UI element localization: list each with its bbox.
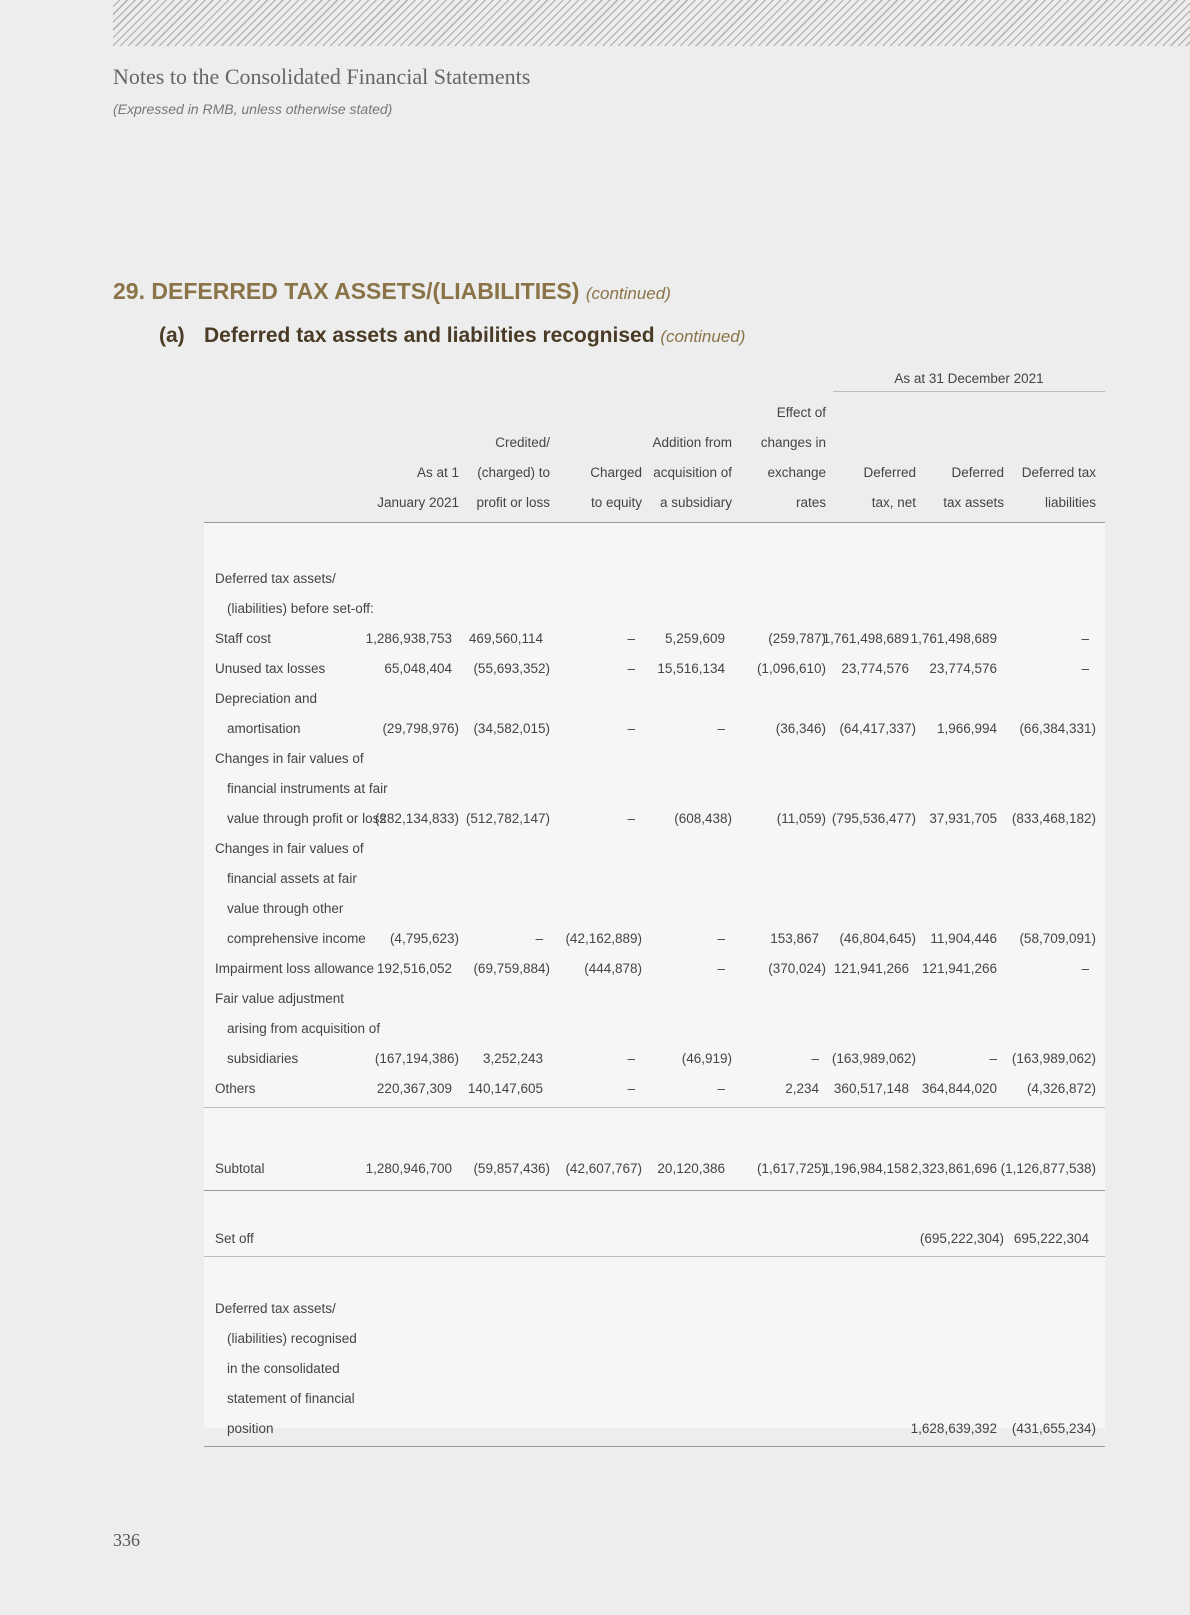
table-cell: (46,919) [681, 1051, 732, 1066]
table-cell: (1,617,725) [756, 1161, 826, 1176]
table-cell: (444,878) [584, 961, 642, 976]
table-cell: – [717, 1081, 725, 1096]
table-cell: 3,252,243 [482, 1051, 543, 1066]
table-cell: (34,582,015) [473, 721, 550, 736]
table-cell: 1,196,984,158 [822, 1161, 909, 1176]
table-cell: 153,867 [770, 931, 819, 946]
table-cell: – [811, 1051, 819, 1066]
table-cell: (608,438) [674, 811, 732, 826]
table-cell: – [627, 721, 635, 736]
table-cell: 23,774,576 [841, 661, 909, 676]
table-cell: (36,346) [775, 721, 826, 736]
table-cell: (55,693,352) [473, 661, 550, 676]
row-label: subsidiaries [227, 1051, 299, 1066]
column-header [359, 458, 459, 518]
column-header-line: Deferred [951, 465, 1004, 480]
table-cell: 11,904,446 [930, 931, 997, 946]
row-label: Deferred tax assets/ [215, 1301, 336, 1316]
table-cell: 220,367,309 [376, 1081, 452, 1096]
column-group-label: As at 31 December 2021 [833, 371, 1105, 392]
column-header-line: changes in [760, 435, 826, 450]
table-cell: – [627, 661, 635, 676]
table-cell: 360,517,148 [833, 1081, 909, 1096]
column-header-line: tax assets [943, 495, 1004, 510]
table-cell: 469,560,114 [468, 631, 543, 646]
column-header-line: Credited/ [495, 435, 550, 450]
page-number: 336 [113, 1530, 140, 1550]
table-cell: (59,857,436) [473, 1161, 550, 1176]
table-cell: 2,234 [785, 1081, 819, 1096]
row-label: (liabilities) before set-off: [227, 601, 374, 616]
row-label: value through profit or loss [227, 811, 387, 826]
table-cell: 364,844,020 [921, 1081, 997, 1096]
row-label: Unused tax losses [215, 661, 326, 676]
table-cell: 20,120,386 [657, 1161, 725, 1176]
column-header-line: to equity [590, 495, 642, 510]
subsection-title: Deferred tax assets and liabilities recognised [204, 324, 655, 347]
table-cell: (259,787) [768, 631, 826, 646]
table-cell: 2,323,861,696 [910, 1161, 997, 1176]
table-cell: 121,941,266 [833, 961, 909, 976]
table-cell: (167,194,386) [374, 1051, 459, 1066]
column-header-line: rates [795, 495, 826, 510]
row-label: Impairment loss allowance [215, 961, 375, 976]
column-header-line: tax, net [871, 495, 916, 510]
table-cell: 1,761,498,689 [822, 631, 909, 646]
row-label: statement of financial [227, 1391, 355, 1406]
column-header-line: acquisition of [653, 465, 732, 480]
table-cell: – [1081, 961, 1089, 976]
table-cell: – [1081, 661, 1089, 676]
table-cell: 1,761,498,689 [910, 631, 997, 646]
header-rule [204, 522, 1105, 523]
table-cell: – [627, 631, 635, 646]
column-header-line: As at 1 [416, 465, 459, 480]
row-label: position [227, 1421, 274, 1436]
table-cell: (42,607,767) [565, 1161, 642, 1176]
section-continued: (continued) [585, 284, 671, 303]
table-rule [204, 1190, 1105, 1191]
row-label: amortisation [227, 721, 301, 736]
header-hatch-band [113, 0, 1190, 46]
table-cell: (163,989,062) [831, 1051, 916, 1066]
column-header-line: (charged) to [477, 465, 550, 480]
table-cell: (163,989,062) [1011, 1051, 1096, 1066]
column-header-line: a subsidiary [659, 495, 732, 510]
table-cell: (64,417,337) [839, 721, 916, 736]
row-label: (liabilities) recognised [227, 1331, 357, 1346]
subsection-continued: (continued) [660, 327, 746, 346]
table-cell: (370,024) [768, 961, 826, 976]
table-cell: 1,628,639,392 [910, 1421, 997, 1436]
column-header-line: Deferred tax [1021, 465, 1096, 480]
row-label: Changes in fair values of [215, 751, 364, 766]
table-cell: 23,774,576 [929, 661, 997, 676]
table-cell: (695,222,304) [919, 1231, 1004, 1246]
column-header-line: Addition from [652, 435, 732, 450]
table-cell: (512,782,147) [465, 811, 550, 826]
subsection-number: (a) [159, 324, 185, 347]
table-cell: – [717, 931, 725, 946]
table-cell: (282,134,833) [374, 811, 459, 826]
table-cell: (58,709,091) [1019, 931, 1096, 946]
table-cell: (4,326,872) [1026, 1081, 1096, 1096]
subsection-heading [159, 324, 745, 348]
column-header [632, 428, 732, 518]
table-cell: 140,147,605 [467, 1081, 543, 1096]
table-rule [204, 1107, 1105, 1108]
table-cell: – [1081, 631, 1089, 646]
row-label: financial assets at fair [227, 871, 357, 886]
table-cell: (29,798,976) [382, 721, 459, 736]
running-subtitle: (Expressed in RMB, unless otherwise stated) [113, 101, 393, 117]
row-label: value through other [227, 901, 344, 916]
row-label: financial instruments at fair [227, 781, 388, 796]
running-title: Notes to the Consolidated Financial Statements [113, 64, 531, 89]
column-header-line: Charged [590, 465, 642, 480]
row-label: Changes in fair values of [215, 841, 364, 856]
row-label: comprehensive income [227, 931, 366, 946]
table-cell: 695,222,304 [1013, 1231, 1089, 1246]
table-cell: 5,259,609 [664, 631, 725, 646]
column-header-line: Effect of [776, 405, 826, 420]
column-header-line: liabilities [1044, 495, 1096, 510]
table-cell: (69,759,884) [473, 961, 550, 976]
column-header [542, 458, 642, 518]
table-cell: (833,468,182) [1011, 811, 1096, 826]
table-cell: 15,516,134 [657, 661, 725, 676]
table-cell: (795,536,477) [831, 811, 916, 826]
table-cell: 1,280,946,700 [365, 1161, 452, 1176]
table-cell: (66,384,331) [1019, 721, 1096, 736]
table-cell: (11,059) [776, 811, 826, 826]
table-rule [204, 1256, 1105, 1257]
row-label: Set off [215, 1231, 254, 1246]
table-cell: – [535, 931, 543, 946]
table-cell: – [627, 1081, 635, 1096]
table-cell: 37,931,705 [929, 811, 997, 826]
table-cell: 192,516,052 [376, 961, 452, 976]
row-label: Others [215, 1081, 256, 1096]
table-cell: – [627, 811, 635, 826]
table-cell: 1,286,938,753 [365, 631, 452, 646]
row-label: arising from acquisition of [227, 1021, 381, 1036]
row-label: Subtotal [215, 1161, 265, 1176]
column-header [904, 458, 1004, 518]
row-label: Deferred tax assets/ [215, 571, 336, 586]
column-header-line: January 2021 [377, 495, 459, 510]
table-rule [204, 1446, 1105, 1447]
column-header [450, 428, 550, 518]
row-label: Depreciation and [215, 691, 318, 706]
table-cell: 65,048,404 [384, 661, 452, 676]
column-header [726, 398, 826, 518]
table-cell: (42,162,889) [565, 931, 642, 946]
table-cell: (431,655,234) [1011, 1421, 1096, 1436]
column-header-line: Deferred [863, 465, 916, 480]
section-heading [113, 278, 671, 305]
row-label: Fair value adjustment [215, 991, 345, 1006]
table-cell: 1,966,994 [936, 721, 997, 736]
row-label: in the consolidated [227, 1361, 340, 1376]
table-cell: – [989, 1051, 997, 1066]
table-cell: (46,804,645) [839, 931, 916, 946]
column-header [996, 458, 1096, 518]
row-label: Staff cost [215, 631, 272, 646]
column-header [816, 458, 916, 518]
section-title: 29. DEFERRED TAX ASSETS/(LIABILITIES) [113, 278, 580, 304]
column-header-line: profit or loss [476, 495, 550, 510]
table-cell: (4,795,623) [389, 931, 459, 946]
column-header-line: exchange [767, 465, 826, 480]
table-cell: – [717, 961, 725, 976]
table-cell: – [627, 1051, 635, 1066]
table-cell: (1,096,610) [756, 661, 826, 676]
table-cell: – [717, 721, 725, 736]
table-cell: (1,126,877,538) [1000, 1161, 1096, 1176]
table-cell: 121,941,266 [921, 961, 997, 976]
